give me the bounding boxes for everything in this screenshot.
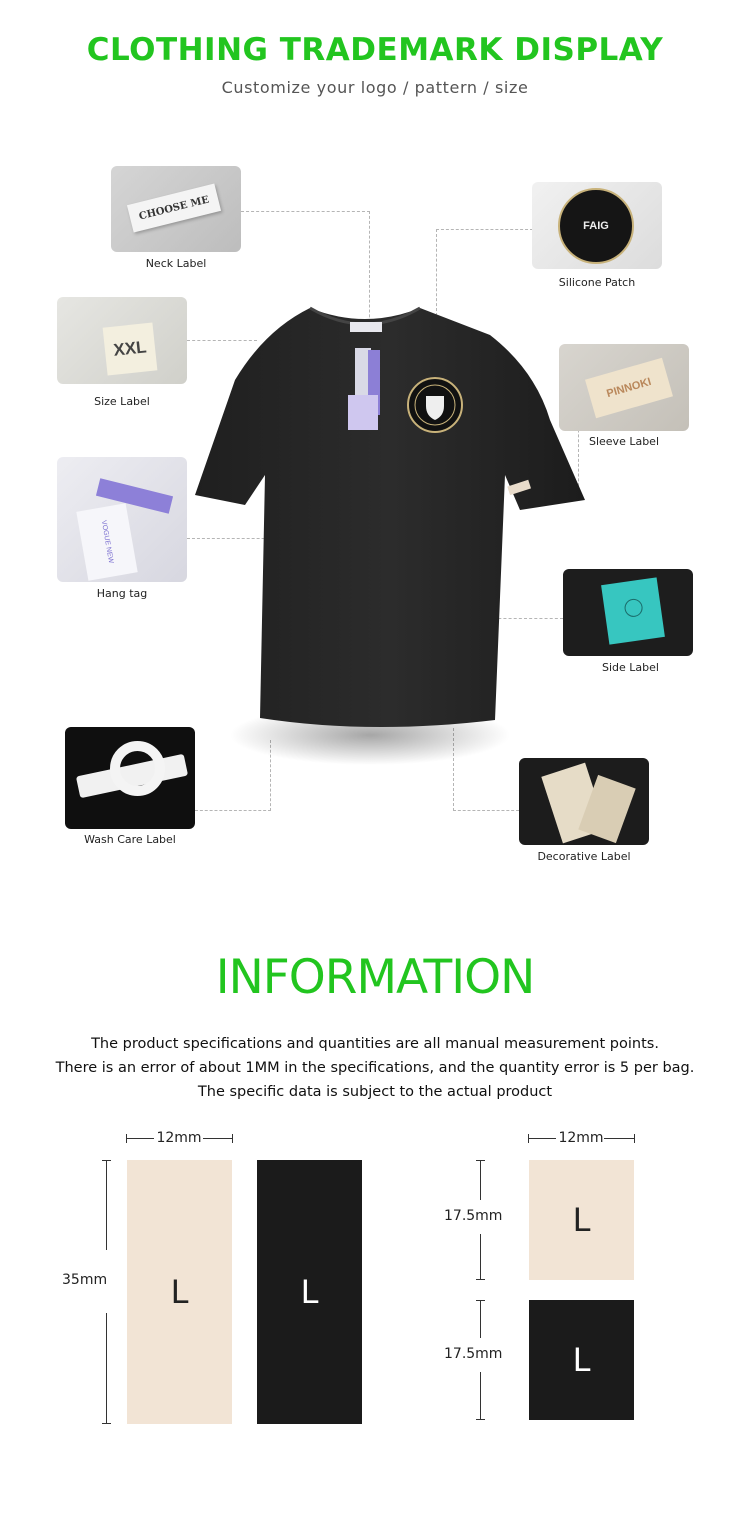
right-bottom-line-b — [480, 1372, 481, 1419]
hang-tag-caption: Hang tag — [96, 587, 148, 600]
left-height-label: 35mm — [62, 1272, 108, 1288]
information-title: INFORMATION — [215, 950, 535, 1005]
hang-tag-text: VOGUE NEW — [99, 519, 115, 565]
information-line-2: There is an error of about 1MM in the specifications, and the quantity error is 5 per bag. — [55, 1060, 695, 1076]
size-label-caption: Size Label — [94, 395, 150, 408]
page-subtitle: Customize your logo / pattern / size — [221, 78, 529, 97]
neck-label-caption: Neck Label — [145, 257, 207, 270]
left-width-line-b — [203, 1138, 233, 1139]
side-label-image — [563, 569, 693, 656]
silicone-patch-image — [532, 182, 662, 269]
neck-label-text: CHOOSE ME — [137, 193, 211, 223]
left-swatch-light: L — [127, 1160, 232, 1424]
sleeve-label-text: PINNOKI — [605, 375, 653, 401]
right-top-line-b — [480, 1234, 481, 1279]
left-height-line-a — [106, 1160, 107, 1250]
decorative-label-image — [519, 758, 649, 845]
right-top-height-label: 17.5mm — [444, 1208, 503, 1224]
page-title: CLOTHING TRADEMARK DISPLAY — [86, 32, 664, 68]
size-label-text: XXL — [112, 337, 148, 360]
right-bottom-height-label: 17.5mm — [444, 1346, 503, 1362]
silicone-patch-text: FAIG — [583, 220, 609, 232]
right-swatch-dark: L — [529, 1300, 634, 1420]
right-top-line-a — [480, 1160, 481, 1200]
side-label-caption: Side Label — [602, 661, 659, 674]
side-label-logo-icon — [623, 598, 643, 618]
left-width-label: 12mm — [156, 1130, 202, 1146]
silicone-patch-caption: Silicone Patch — [558, 276, 636, 289]
left-width-line-a — [126, 1138, 154, 1139]
wash-care-label-caption: Wash Care Label — [84, 833, 176, 846]
right-width-line-b — [604, 1138, 635, 1139]
information-line-1: The product specifications and quantities are all manual measurement points. — [91, 1036, 659, 1052]
right-width-line-a — [528, 1138, 556, 1139]
left-height-tick-bottom — [102, 1423, 111, 1424]
tshirt-image — [190, 300, 590, 780]
right-swatch-light: L — [529, 1160, 634, 1280]
neck-label-image — [111, 166, 241, 252]
size-label-image — [57, 297, 187, 384]
wash-care-label-image — [65, 727, 195, 829]
left-height-line-b — [106, 1313, 107, 1423]
right-width-label: 12mm — [558, 1130, 604, 1146]
left-swatch-dark: L — [257, 1160, 362, 1424]
decorative-label-caption: Decorative Label — [537, 850, 631, 863]
information-line-3: The specific data is subject to the actual product — [197, 1084, 553, 1100]
hang-tag-image — [57, 457, 187, 582]
right-bottom-tick-bottom — [476, 1419, 485, 1420]
sleeve-label-image — [559, 344, 689, 431]
right-bottom-line-a — [480, 1300, 481, 1338]
right-top-tick-bottom — [476, 1279, 485, 1280]
sleeve-label-caption: Sleeve Label — [588, 435, 660, 448]
